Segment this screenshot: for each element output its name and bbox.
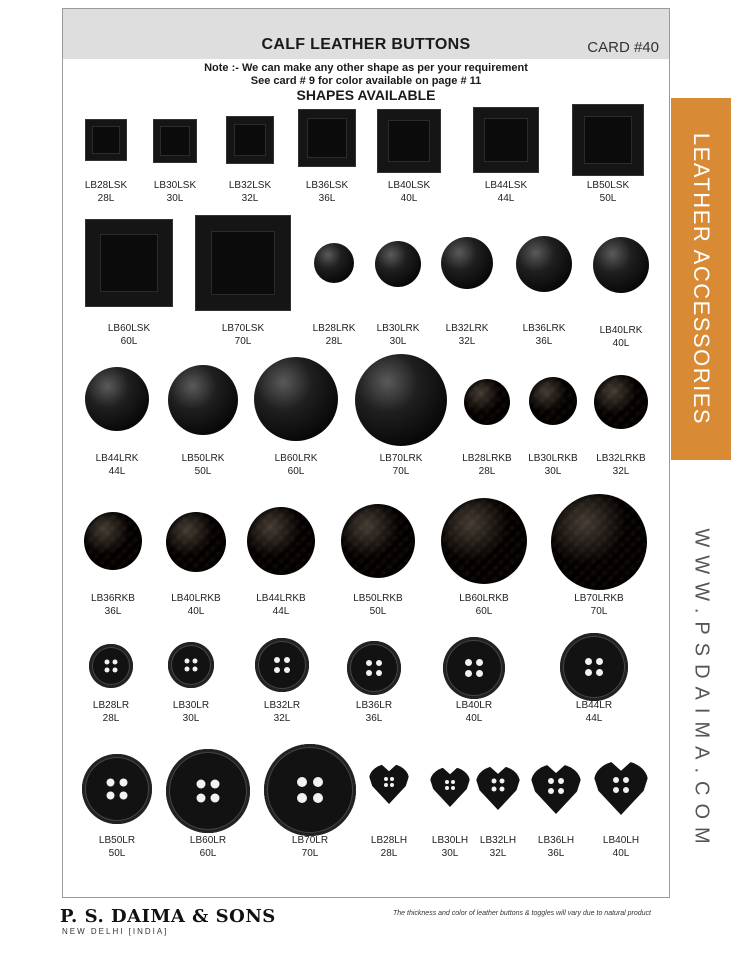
product-size: 36L	[104, 606, 122, 617]
side-banner-text: LEATHER ACCESSORIES	[689, 132, 714, 426]
company-location: NEW DELHI [INDIA]	[62, 927, 169, 936]
product-label	[578, 179, 638, 205]
square-button-image	[298, 109, 356, 167]
product-label	[99, 322, 159, 348]
product-code: LB40LRKB	[171, 593, 221, 604]
product-size: 32L	[489, 848, 507, 859]
product-size: 60L	[120, 336, 138, 347]
product-code: LB36LR	[355, 700, 393, 711]
note-line-2: See card # 9 for color available on page # 11	[250, 75, 482, 87]
product-size: 60L	[199, 848, 217, 859]
square-button-image	[153, 119, 197, 163]
product-size: 44L	[108, 466, 126, 477]
product-size: 50L	[369, 606, 387, 617]
product-size: 70L	[301, 848, 319, 859]
website-text: WWW.PSDAIMA.COM	[690, 528, 713, 852]
product-label	[591, 452, 651, 478]
card-title: CALF LEATHER BUTTONS	[261, 36, 471, 53]
heart-button-image	[476, 766, 520, 810]
weave-button-image	[84, 512, 142, 570]
weave-button-image	[551, 494, 647, 590]
website-strip	[671, 490, 731, 890]
product-label	[213, 322, 273, 348]
flat-button-image	[347, 641, 401, 695]
button-holes-icon	[197, 780, 220, 803]
heart-button-image	[594, 761, 648, 815]
product-label	[83, 592, 143, 618]
product-size: 28L	[97, 193, 115, 204]
button-holes-icon	[548, 778, 564, 794]
product-size: 40L	[612, 848, 630, 859]
product-code: LB32LRK	[445, 323, 489, 334]
product-code: LB30LH	[431, 835, 469, 846]
product-label	[87, 452, 147, 478]
product-label	[371, 452, 431, 478]
product-code: LB44LSK	[484, 180, 528, 191]
heart-button-image	[531, 764, 581, 814]
product-label	[476, 179, 536, 205]
dome-button-image	[314, 243, 354, 283]
product-label	[454, 592, 514, 618]
dome-button-image	[375, 241, 421, 287]
product-code: LB40LRK	[599, 325, 643, 336]
weave-button-image	[529, 377, 577, 425]
button-holes-icon	[492, 779, 505, 792]
product-code: LB40LH	[602, 835, 640, 846]
product-size: 60L	[287, 466, 305, 477]
button-holes-icon	[297, 777, 323, 803]
product-label	[379, 179, 439, 205]
product-code: LB30LRK	[376, 323, 420, 334]
product-label	[81, 699, 141, 725]
product-label	[251, 592, 311, 618]
flat-button-image	[89, 644, 133, 688]
button-holes-icon	[384, 777, 394, 787]
flat-button-image	[166, 749, 250, 833]
product-size: 32L	[241, 193, 259, 204]
product-label	[368, 322, 428, 348]
product-size: 32L	[273, 713, 291, 724]
product-size: 36L	[535, 336, 553, 347]
button-holes-icon	[366, 660, 382, 676]
heart-button-image	[369, 764, 409, 804]
dome-button-image	[168, 365, 238, 435]
product-label	[166, 592, 226, 618]
product-label	[280, 834, 340, 860]
product-label	[457, 452, 517, 478]
product-code: LB60LR	[189, 835, 227, 846]
product-code: LB30LR	[172, 700, 210, 711]
weave-button-image	[341, 504, 415, 578]
product-code: LB36LRK	[522, 323, 566, 334]
product-code: LB50LSK	[586, 180, 630, 191]
product-label	[252, 699, 312, 725]
product-label	[297, 179, 357, 205]
card-number: CARD #40	[587, 39, 659, 56]
square-button-image	[85, 219, 173, 307]
product-label	[220, 179, 280, 205]
product-size: 70L	[234, 336, 252, 347]
button-holes-icon	[445, 780, 455, 790]
product-size: 50L	[194, 466, 212, 477]
shapes-heading: SHAPES AVAILABLE	[296, 87, 436, 103]
product-code: LB36LSK	[305, 180, 349, 191]
product-size: 50L	[599, 193, 617, 204]
square-button-image	[226, 116, 274, 164]
product-size: 60L	[475, 606, 493, 617]
product-size: 30L	[544, 466, 562, 477]
product-label	[87, 834, 147, 860]
product-code: LB32LH	[479, 835, 517, 846]
product-code: LB30LRKB	[528, 453, 578, 464]
product-label	[569, 592, 629, 618]
note-line-1: Note :- We can make any other shape as per your requirement	[204, 62, 528, 74]
product-code: LB70LR	[291, 835, 329, 846]
button-holes-icon	[107, 779, 128, 800]
product-card	[62, 8, 670, 898]
product-label	[359, 834, 419, 860]
weave-button-image	[464, 379, 510, 425]
product-label	[564, 699, 624, 725]
button-holes-icon	[465, 659, 483, 677]
product-label	[178, 834, 238, 860]
product-label	[348, 592, 408, 618]
dome-button-image	[441, 237, 493, 289]
product-label	[161, 699, 221, 725]
product-label	[145, 179, 205, 205]
product-size: 30L	[389, 336, 407, 347]
product-size: 28L	[380, 848, 398, 859]
product-size: 28L	[102, 713, 120, 724]
product-label	[344, 699, 404, 725]
product-size: 44L	[497, 193, 515, 204]
product-label	[304, 322, 364, 348]
dome-button-image	[85, 367, 149, 431]
product-code: LB32LSK	[228, 180, 272, 191]
product-size: 30L	[166, 193, 184, 204]
flat-button-image	[82, 754, 152, 824]
dome-button-image	[593, 237, 649, 293]
product-size: 28L	[478, 466, 496, 477]
product-code: LB44LRK	[95, 453, 139, 464]
product-label	[526, 834, 586, 860]
square-button-image	[195, 215, 291, 311]
product-code: LB40LR	[455, 700, 493, 711]
product-code: LB40LSK	[387, 180, 431, 191]
product-code: LB70LSK	[221, 323, 265, 334]
product-size: 30L	[182, 713, 200, 724]
product-label	[266, 452, 326, 478]
product-size: 36L	[365, 713, 383, 724]
disclaimer-note: The thickness and color of leather buttons & toggles will vary due to natural product	[393, 910, 651, 917]
weave-button-image	[594, 375, 648, 429]
product-code: LB44LRKB	[256, 593, 306, 604]
button-holes-icon	[585, 658, 603, 676]
product-size: 36L	[318, 193, 336, 204]
product-size: 70L	[590, 606, 608, 617]
button-holes-icon	[613, 777, 629, 793]
heart-button-image	[430, 767, 470, 807]
product-code: LB70LRK	[379, 453, 423, 464]
button-holes-icon	[274, 657, 290, 673]
product-size: 44L	[585, 713, 603, 724]
product-size: 30L	[441, 848, 459, 859]
product-label	[591, 834, 651, 860]
flat-button-image	[168, 642, 214, 688]
product-code: LB60LRK	[274, 453, 318, 464]
product-label	[591, 324, 651, 350]
product-code: LB44LR	[575, 700, 613, 711]
product-label	[173, 452, 233, 478]
dome-button-image	[254, 357, 338, 441]
product-size: 32L	[458, 336, 476, 347]
product-code: LB36LH	[537, 835, 575, 846]
flat-button-image	[443, 637, 505, 699]
product-code: LB28LR	[92, 700, 130, 711]
product-size: 40L	[400, 193, 418, 204]
product-code: LB70LRKB	[574, 593, 624, 604]
product-code: LB28LRK	[312, 323, 356, 334]
product-label	[514, 322, 574, 348]
product-size: 28L	[325, 336, 343, 347]
product-code: LB32LRKB	[596, 453, 646, 464]
company-name: P. S. DAIMA & SONS	[60, 906, 276, 927]
product-size: 50L	[108, 848, 126, 859]
flat-button-image	[255, 638, 309, 692]
product-size: 40L	[465, 713, 483, 724]
dome-button-image	[355, 354, 447, 446]
dome-button-image	[516, 236, 572, 292]
square-button-image	[377, 109, 441, 173]
button-holes-icon	[105, 660, 118, 673]
square-button-image	[572, 104, 644, 176]
square-button-image	[85, 119, 127, 161]
product-label	[437, 322, 497, 348]
product-code: LB36RKB	[91, 593, 135, 604]
flat-button-image	[560, 633, 628, 701]
product-code: LB50LRKB	[353, 593, 403, 604]
product-label	[468, 834, 528, 860]
product-size: 36L	[547, 848, 565, 859]
product-code: LB28LRKB	[462, 453, 512, 464]
product-code: LB28LSK	[84, 180, 128, 191]
product-code: LB60LSK	[107, 323, 151, 334]
product-size: 40L	[612, 338, 630, 349]
product-size: 44L	[272, 606, 290, 617]
product-label	[444, 699, 504, 725]
weave-button-image	[441, 498, 527, 584]
square-button-image	[473, 107, 539, 173]
product-code: LB50LRK	[181, 453, 225, 464]
weave-button-image	[166, 512, 226, 572]
product-code: LB28LH	[370, 835, 408, 846]
product-size: 32L	[612, 466, 630, 477]
product-label	[523, 452, 583, 478]
weave-button-image	[247, 507, 315, 575]
product-code: LB30LSK	[153, 180, 197, 191]
side-banner	[671, 98, 731, 460]
product-code: LB50LR	[98, 835, 136, 846]
product-label	[76, 179, 136, 205]
flat-button-image	[264, 744, 356, 836]
product-code: LB32LR	[263, 700, 301, 711]
product-size: 40L	[187, 606, 205, 617]
product-size: 70L	[392, 466, 410, 477]
button-holes-icon	[185, 659, 198, 672]
product-code: LB60LRKB	[459, 593, 509, 604]
